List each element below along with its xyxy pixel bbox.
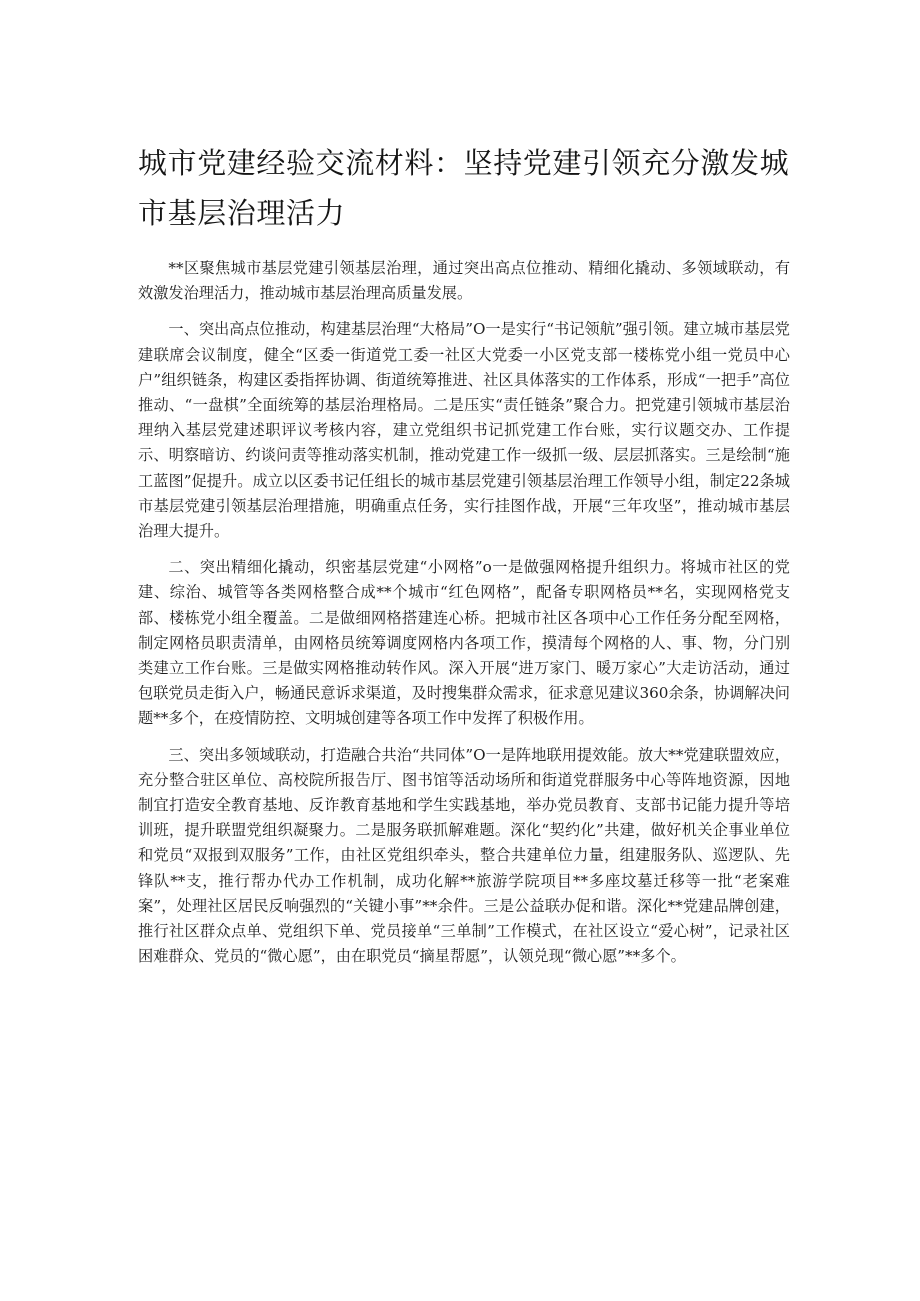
paragraph-section-3: 三、突出多领域联动，打造融合共治“共同体”O一是阵地联用提效能。放大**党建联盟效应，充分整合驻区单位、高校院所报告厅、图书馆等活动场所和街道党群服务中心等阵地资源，因地制宜打造安全教育基地、反诈教育基地和学生实践基地，举办党员教育、支部书记能力提升等培训班，提升联盟党组织凝聚力。二是服务联抓解难题。深化“契约化”共建，做好机关企事业单位和党员“双报到双服务”工作，由社区党组织牵头，整合共建单位力量，组建服务队、巡逻队、先锋队**支，推行帮办代办工作机制，成功化解**旅游学院项目**多座坟墓迁移等一批“老案难案”，处理社区居民反响强烈的“关键小事”**余件。三是公益联办促和谐。深化**党建品牌创建，推行社区群众点单、党组织下单、党员接单“三单制”工作模式，在社区设立“爱心树”，记录社区困难群众、党员的“微心愿”，由在职党员“摘星帮愿”，认领兑现“微心愿”**多个。 bbox=[138, 745, 790, 966]
document-body bbox=[138, 256, 790, 969]
document-title: 城市党建经验交流材料：坚持党建引领充分激发城市基层治理活力 bbox=[138, 146, 790, 230]
paragraph-section-2: 二、突出精细化撬动，织密基层党建“小网格”o一是做强网格提升组织力。将城市社区的党建、综治、城管等各类网格整合成**个城市“红色网格”，配备专职网格员**名，实现网格党支部、楼栋党小组全覆盖。二是做细网格搭建连心桥。把城市社区各项中心工作任务分配至网格，制定网格员职责清单，由网格员统筹调度网格内各项工作，摸清每个网格的人、事、物，分门别类建立工作台账。三是做实网格推动转作风。深入开展“进万家门、暖万家心”大走访活动，通过包联党员走街入户，畅通民意诉求渠道，及时搜集群众需求，征求意见建议360余条，协调解决问题**多个，在疫情防控、文明城创建等各项工作中发挥了积极作用。 bbox=[138, 558, 790, 728]
paragraph-section-1: 一、突出高点位推动，构建基层治理“大格局”O一是实行“书记领航”强引领。建立城市基层党建联席会议制度，健全“区委一街道党工委一社区大党委一小区党支部一楼栋党小组一党员中心户”组织链条，构建区委指挥协调、街道统筹推进、社区具体落实的工作体系，形成“一把手”高位推动、“一盘棋”全面统筹的基层治理格局。二是压实“责任链条”聚合力。把党建引领城市基层治理纳入基层党建述职评议考核内容，建立党组织书记抓党建工作台账，实行议题交办、工作提示、明察暗访、约谈问责等推动落实机制，推动党建工作一级抓一级、层层抓落实。三是绘制“施工蓝图”促提升。成立以区委书记任组长的城市基层党建引领基层治理工作领导小组，制定22条城市基层党建引领基层治理措施，明确重点任务，实行挂图作战，开展“三年攻坚”，推动城市基层治理大提升。 bbox=[138, 320, 790, 541]
document-page bbox=[138, 138, 790, 980]
paragraph-intro: **区聚焦城市基层党建引领基层治理，通过突出高点位推动、精细化撬动、多领域联动，有效激发治理活力，推动城市基层治理高质量发展。 bbox=[138, 259, 790, 303]
